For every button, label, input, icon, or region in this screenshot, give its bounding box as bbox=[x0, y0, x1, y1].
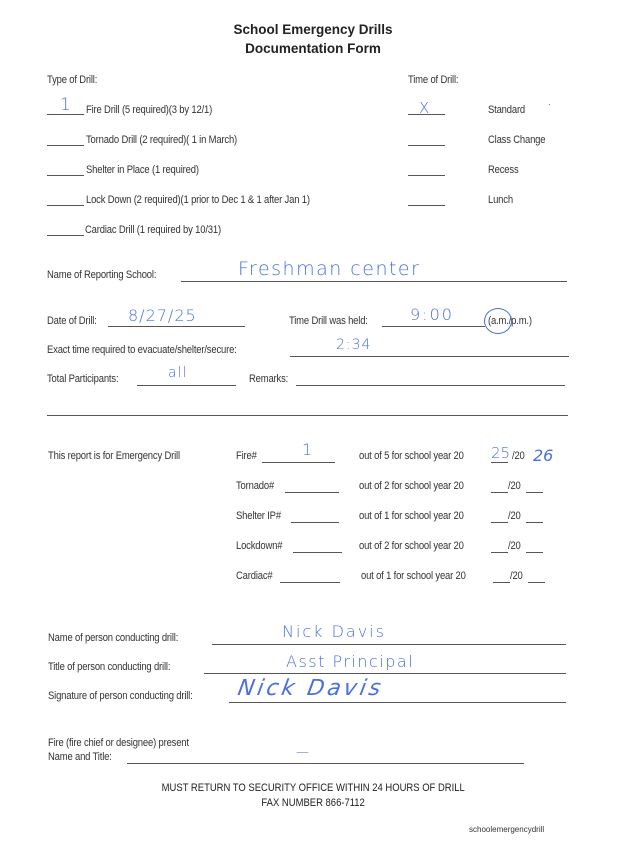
footer-form-code: schoolemergencydrill bbox=[469, 825, 545, 834]
report-lockdown-label: Lockdown# bbox=[236, 540, 283, 552]
standard-mark: X bbox=[419, 99, 430, 117]
fire-drill-label: Fire Drill (5 required)(3 by 12/1) bbox=[86, 104, 213, 116]
report-cardiac-field[interactable] bbox=[280, 582, 340, 583]
report-shelter-suffix: out of 1 for school year 20 bbox=[359, 510, 464, 522]
cardiac-drill-blank[interactable] bbox=[47, 235, 84, 236]
conductor-title-field[interactable] bbox=[204, 673, 566, 674]
shelter-drill-label: Shelter in Place (1 required) bbox=[86, 164, 199, 176]
time-held-label: Time Drill was held: bbox=[289, 315, 368, 327]
report-lockdown-field[interactable] bbox=[293, 552, 342, 553]
report-cardiac-year1-field[interactable] bbox=[493, 582, 510, 583]
form-title-line2: Documentation Form bbox=[245, 41, 381, 56]
evacuate-time-field[interactable] bbox=[290, 356, 569, 357]
report-fire-value: 1 bbox=[302, 440, 313, 459]
fire-drill-mark: 1 bbox=[60, 95, 71, 115]
lunch-blank[interactable] bbox=[408, 205, 445, 206]
report-shelter-field[interactable] bbox=[291, 522, 339, 523]
report-tornado-label: Tornado# bbox=[236, 480, 275, 492]
report-tornado-year1-field[interactable] bbox=[491, 492, 508, 493]
report-cardiac-suffix: out of 1 for school year 20 bbox=[361, 570, 466, 582]
report-lockdown-year2-field[interactable] bbox=[526, 552, 543, 553]
evacuate-time-label: Exact time required to evacuate/shelter/secure: bbox=[47, 344, 237, 356]
report-lockdown-year1-field[interactable] bbox=[491, 552, 508, 553]
school-name-value: Freshman center bbox=[238, 258, 421, 280]
participants-field[interactable] bbox=[137, 385, 236, 386]
report-cardiac-slash: /20 bbox=[510, 570, 523, 582]
school-name-field[interactable] bbox=[181, 281, 567, 282]
report-shelter-slash: /20 bbox=[508, 510, 521, 522]
footer-fax-number: FAX NUMBER 866-7112 bbox=[261, 797, 365, 809]
lockdown-drill-label: Lock Down (2 required)(1 prior to Dec 1 & 1 after Jan 1) bbox=[86, 194, 310, 206]
am-circle-mark bbox=[484, 308, 512, 334]
recess-blank[interactable] bbox=[408, 175, 445, 176]
report-tornado-year2-field[interactable] bbox=[526, 492, 543, 493]
report-shelter-year2-field[interactable] bbox=[526, 522, 543, 523]
conductor-title-value: Asst Principal bbox=[286, 652, 415, 671]
report-fire-year1: 25 bbox=[491, 444, 511, 462]
report-intro: This report is for Emergency Drill bbox=[48, 450, 180, 462]
remarks-label: Remarks: bbox=[249, 373, 289, 385]
conductor-title-label: Title of person conducting drill: bbox=[48, 661, 171, 673]
ampm-label[interactable]: (a.m./p.m.) bbox=[488, 315, 532, 327]
stray-dot: · bbox=[548, 100, 551, 109]
time-of-drill-heading: Time of Drill: bbox=[408, 74, 459, 86]
class-change-blank[interactable] bbox=[408, 145, 445, 146]
shelter-drill-blank[interactable] bbox=[47, 175, 84, 176]
time-held-field[interactable] bbox=[382, 326, 485, 327]
report-lockdown-suffix: out of 2 for school year 20 bbox=[359, 540, 464, 552]
report-shelter-label: Shelter IP# bbox=[236, 510, 281, 522]
participants-label: Total Participants: bbox=[47, 373, 119, 385]
cardiac-drill-label: Cardiac Drill (1 required by 10/31) bbox=[85, 224, 221, 236]
report-fire-field[interactable] bbox=[262, 462, 335, 463]
lockdown-drill-blank[interactable] bbox=[47, 205, 84, 206]
lunch-label: Lunch bbox=[488, 194, 513, 206]
time-held-value: 9:00 bbox=[410, 305, 454, 324]
report-fire-year2: 26 bbox=[533, 446, 554, 465]
type-of-drill-heading: Type of Drill: bbox=[47, 74, 98, 86]
fire-official-name-title-value: — bbox=[296, 745, 309, 760]
report-fire-label: Fire# bbox=[236, 450, 257, 462]
report-tornado-slash: /20 bbox=[508, 480, 521, 492]
conductor-name-label: Name of person conducting drill: bbox=[48, 632, 179, 644]
report-fire-slash: /20 bbox=[512, 450, 525, 462]
report-cardiac-year2-field[interactable] bbox=[528, 582, 545, 583]
signature-label: Signature of person conducting drill: bbox=[48, 690, 193, 702]
recess-label: Recess bbox=[488, 164, 519, 176]
fire-official-name-title-label: Name and Title: bbox=[48, 751, 112, 763]
participants-value: all bbox=[168, 365, 188, 381]
remarks-field-line2[interactable] bbox=[47, 415, 568, 416]
signature-value: Nick Davis bbox=[235, 676, 386, 701]
conductor-name-value: Nick Davis bbox=[282, 622, 386, 641]
report-fire-suffix: out of 5 for school year 20 bbox=[359, 450, 464, 462]
school-name-label: Name of Reporting School: bbox=[47, 269, 157, 281]
date-label: Date of Drill: bbox=[47, 315, 97, 327]
report-tornado-suffix: out of 2 for school year 20 bbox=[359, 480, 464, 492]
form-title-line1: School Emergency Drills bbox=[233, 22, 393, 37]
report-cardiac-label: Cardiac# bbox=[236, 570, 273, 582]
report-tornado-field[interactable] bbox=[285, 492, 339, 493]
footer-return-notice: MUST RETURN TO SECURITY OFFICE WITHIN 24 HOURS OF DRILL bbox=[161, 782, 465, 794]
date-value: 8/27/25 bbox=[128, 306, 197, 325]
report-lockdown-slash: /20 bbox=[508, 540, 521, 552]
remarks-field[interactable] bbox=[296, 385, 565, 386]
standard-label: Standard bbox=[488, 104, 526, 116]
report-fire-year1-field[interactable] bbox=[491, 462, 508, 463]
fire-official-name-title-field[interactable] bbox=[127, 763, 524, 764]
evacuate-time-value: 2:34 bbox=[336, 337, 372, 353]
date-field[interactable] bbox=[108, 326, 245, 327]
report-shelter-year1-field[interactable] bbox=[491, 522, 508, 523]
tornado-drill-label: Tornado Drill (2 required)( 1 in March) bbox=[86, 134, 238, 146]
tornado-drill-blank[interactable] bbox=[47, 145, 84, 146]
fire-official-line1: Fire (fire chief or designee) present bbox=[48, 737, 189, 749]
conductor-name-field[interactable] bbox=[212, 644, 566, 645]
class-change-label: Class Change bbox=[488, 134, 546, 146]
signature-field[interactable] bbox=[229, 702, 566, 703]
